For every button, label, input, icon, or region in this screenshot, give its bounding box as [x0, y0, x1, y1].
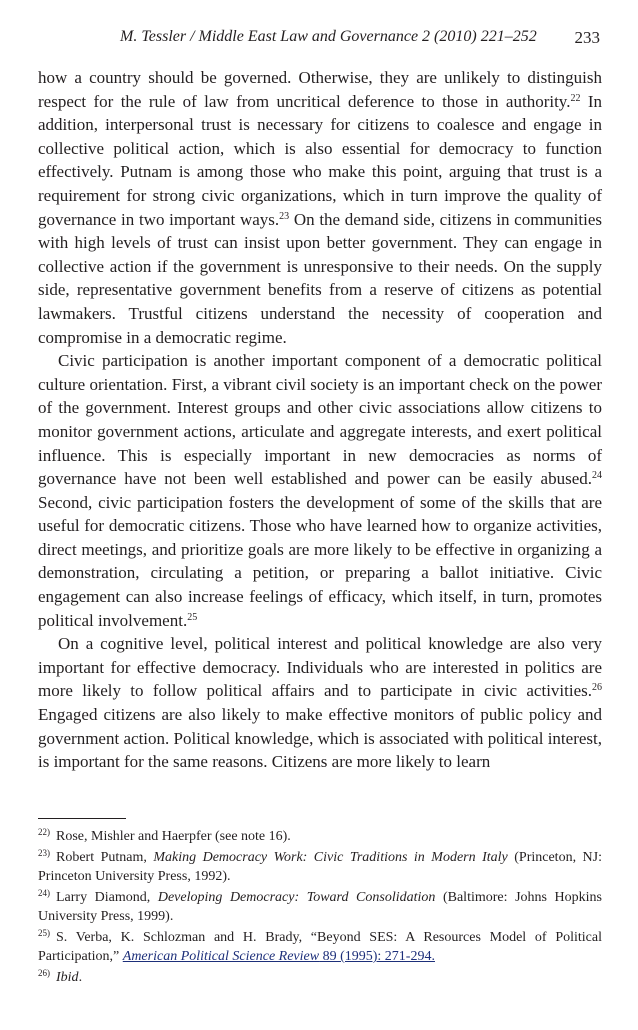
footnote-reference[interactable]: 26 [592, 682, 602, 694]
italic-title: Making Democracy Work: Civic Traditions in Modern Italy [153, 850, 508, 865]
footnote [38, 848, 602, 886]
text-run: On a cognitive level, political interest and political knowledge are also very important for effective democracy. Individuals who are interested in politics are more likely to follow political affairs and to participate in civic activities. [38, 634, 602, 701]
footnote-reference[interactable]: 23 [279, 210, 290, 222]
page-number: 233 [574, 28, 600, 47]
paragraph [38, 632, 602, 774]
journal-title: American Political Science Review [122, 949, 320, 964]
text-run: (Baltimore: Johns Hopkins University Press, 1999). [38, 890, 602, 924]
running-head: M. Tessler / Middle East Law and Governance 2 (2010) 221–252 [120, 28, 537, 45]
footnote-reference[interactable]: 24 [592, 470, 602, 482]
body-text [38, 66, 602, 774]
text-run: Second, civic participation fosters the development of some of the skills that are useful for democratic citizens. Those who have learned how to organize activities, direct meetings, and prioritize goals are more likely to be effective in organizing a demonstration, circulating a petition, or preparing a ballot initiative. Civic engagement can also increase feelings of efficacy, which itself, in turn, promotes political involvement. [38, 492, 602, 630]
footnote [38, 968, 602, 987]
text-run: . [78, 970, 83, 985]
citation-details: 89 (1995): 271-294. [319, 949, 435, 964]
text-run: Civic participation is another important component of a democratic political culture orientation. First, a vibrant civil society is an important check on the power of the government. Interest groups and other civic associations allow citizens to monitor government actions, articulate and aggregate interests, and exert political influence. This is especially important in new democracies as norms of governance have not been well established and power can be easily abused. [38, 351, 602, 489]
text-run: how a country should be governed. Otherwise, they are unlikely to distinguish respect for the rule of law from uncritical deference to those in authority. [38, 68, 602, 111]
text-run: Engaged citizens are also likely to make effective monitors of public policy and government action. Political knowledge, which is associated with political interest, is important for the same reasons. Citizens are more likely to learn [38, 705, 602, 772]
citation-link[interactable] [123, 949, 435, 964]
paragraph [38, 66, 602, 349]
footnote [38, 888, 602, 926]
footnote [38, 827, 602, 846]
footnote-number: 25) [38, 928, 50, 938]
text-run: Robert Putnam, [56, 850, 154, 865]
text-run: Larry Diamond, [56, 890, 158, 905]
footnotes [38, 827, 602, 989]
footnote-divider [38, 818, 126, 819]
text-run: Rose, Mishler and Haerpfer (see note 16). [56, 829, 291, 844]
text-run: In addition, interpersonal trust is necessary for citizens to coalesce and engage in collective political action, which is also essential for democracy to function effectively. Putnam is among those who make this point, arguing that trust is a requirement for strong civic organizations, which in turn improve the quality of governance in two important ways. [38, 91, 602, 229]
text-run: On the demand side, citizens in communities with high levels of trust can insist upon better government. They can engage in collective action if the government is unresponsive to their needs. On the supply side, representative government benefits from a reserve of citizens as potential lawmakers. Trustful citizens understand the necessity of cooperation and compromise in a democratic regime. [38, 209, 602, 347]
footnote-number: 23) [38, 848, 50, 858]
running-header [120, 28, 600, 52]
footnote-number: 22) [38, 827, 50, 837]
paragraph [38, 349, 602, 632]
footnote-reference[interactable]: 25 [187, 611, 198, 623]
italic-title: Ibid [56, 970, 79, 985]
italic-title: Developing Democracy: Toward Consolidation [157, 890, 436, 905]
footnote-reference[interactable]: 22 [570, 92, 581, 104]
text-run: (Princeton, NJ: Princeton University Press, 1992). [38, 850, 603, 884]
text-run: S. Verba, K. Schlozman and H. Brady, “Beyond SES: A Resources Model of Political Participation,” [38, 930, 602, 964]
footnote-number: 24) [38, 888, 50, 898]
footnote-number: 26) [38, 968, 50, 978]
footnote [38, 928, 602, 966]
